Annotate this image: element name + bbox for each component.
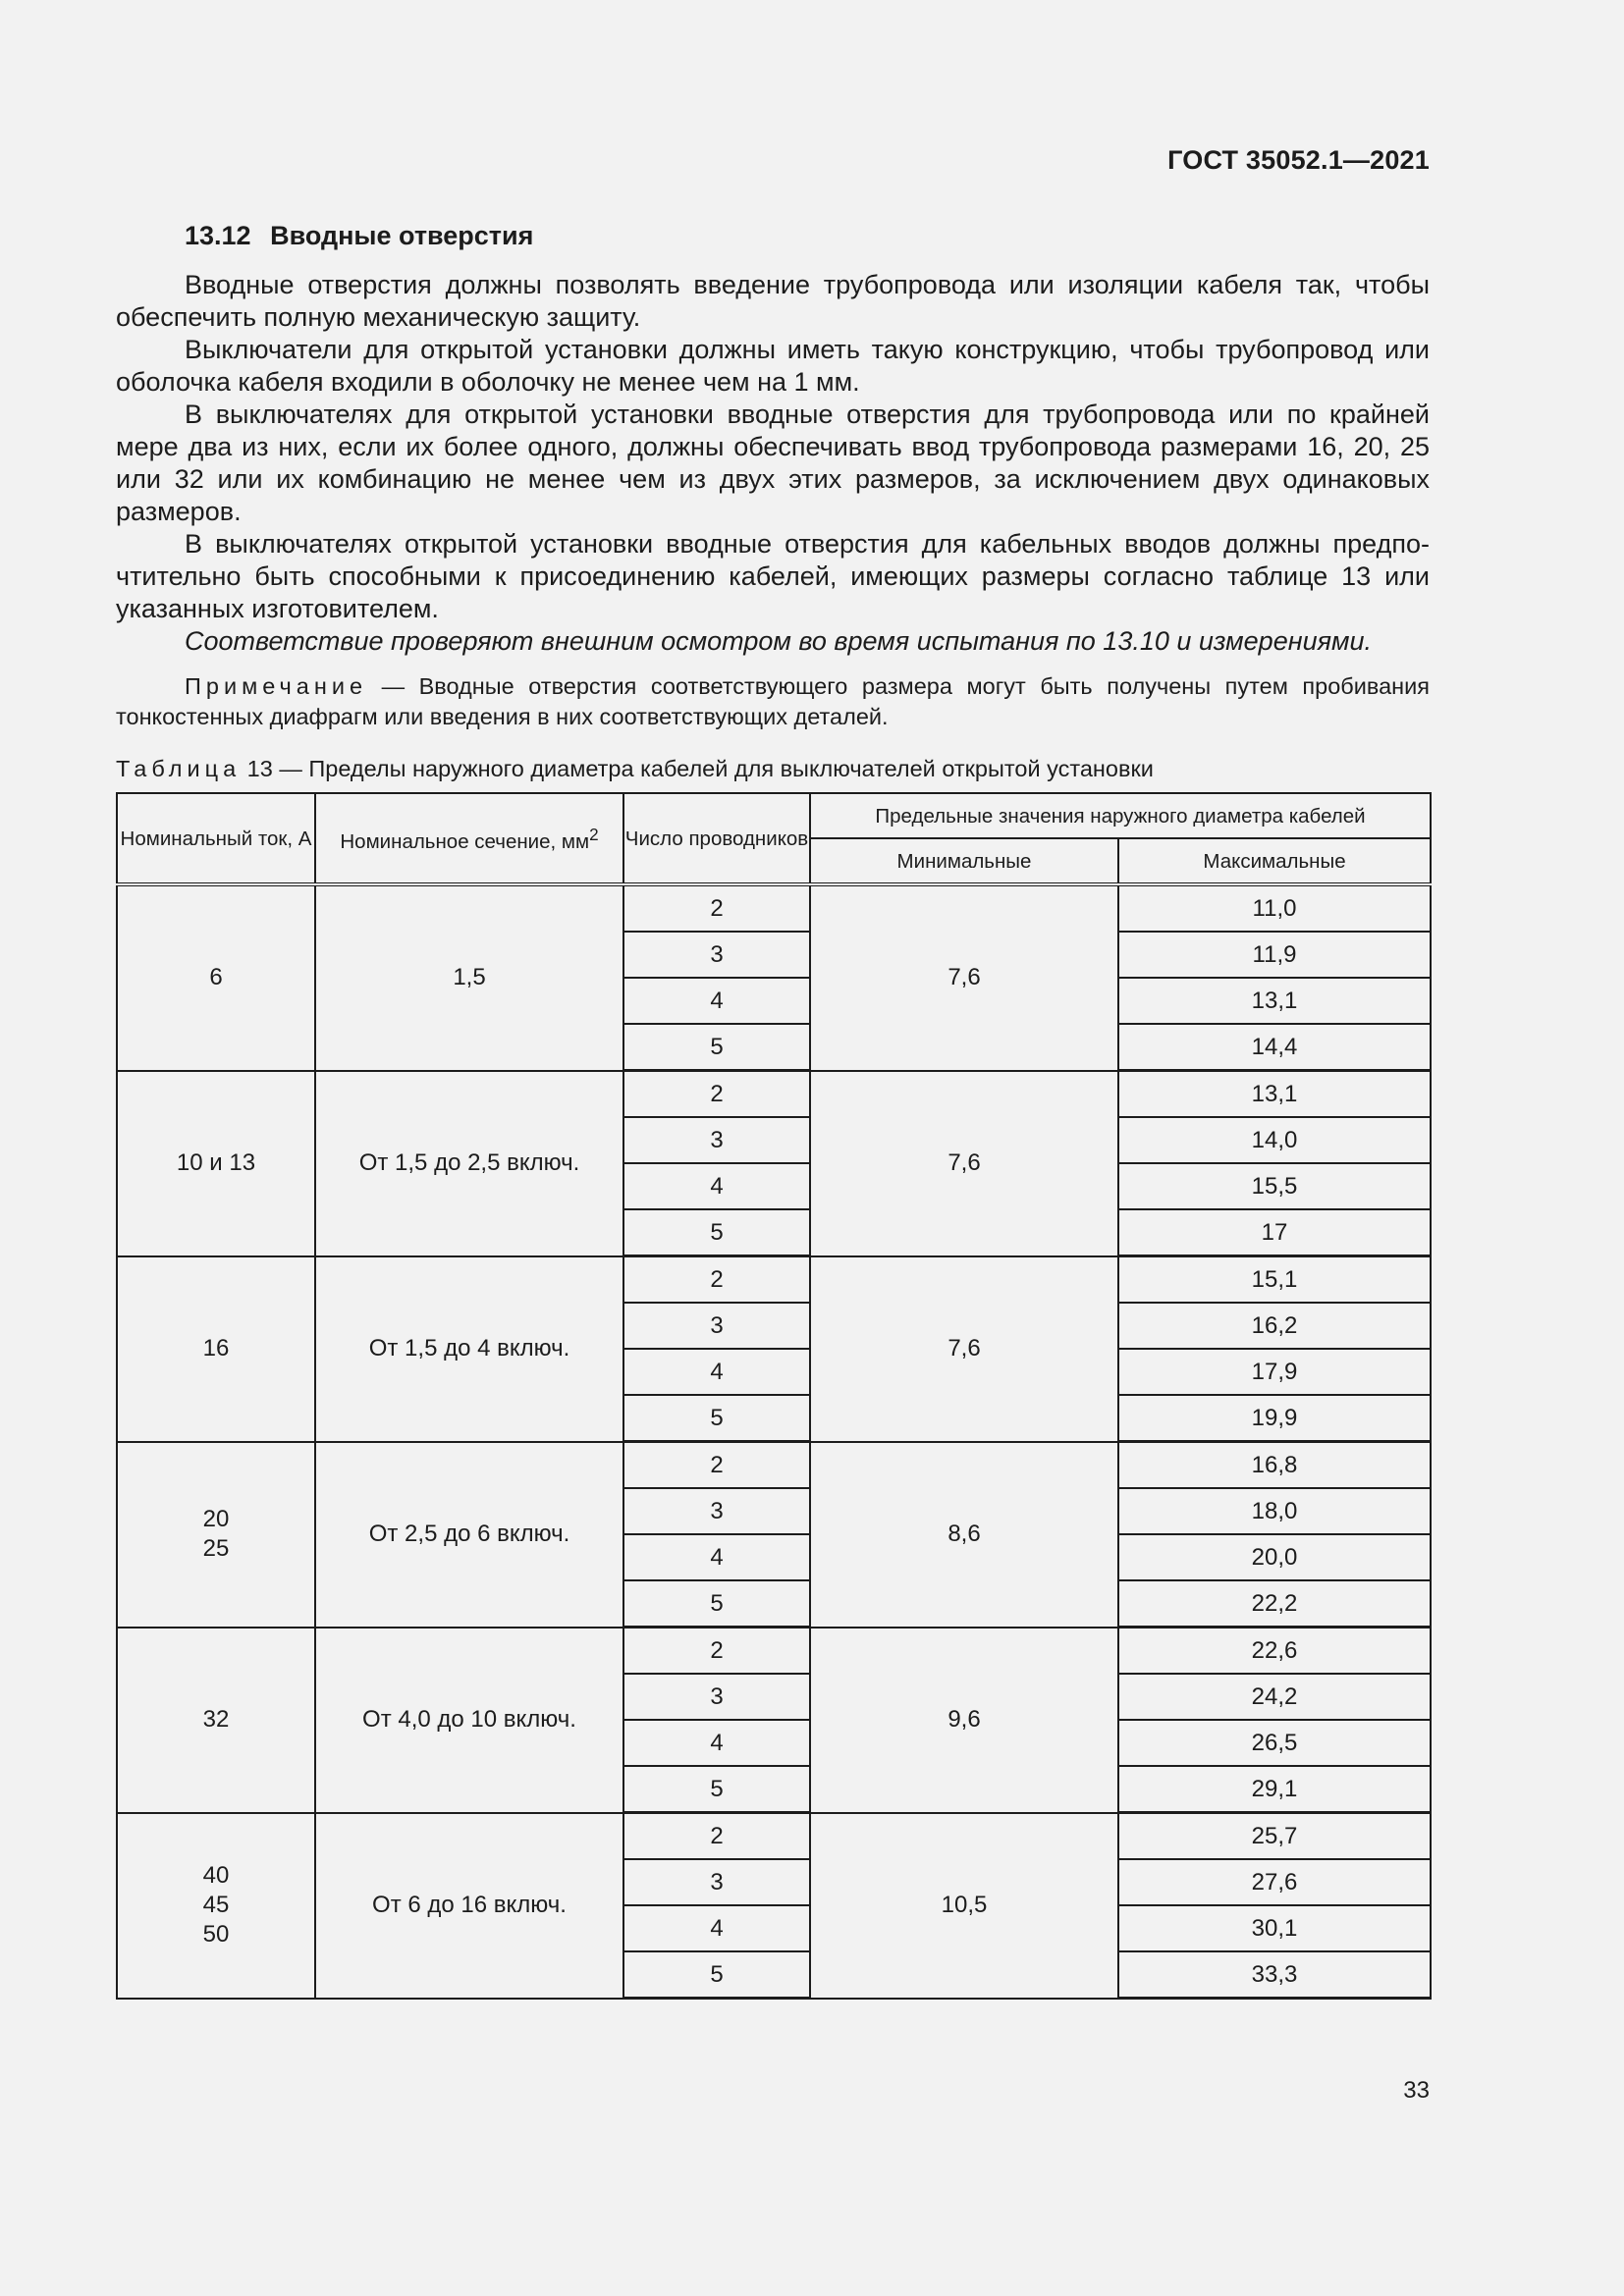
cell-max: 15,5 (1118, 1163, 1431, 1209)
cell-conductors: 2 (623, 1256, 810, 1304)
cell-min: 7,6 (810, 1256, 1118, 1442)
header-section-text: Номинальное сечение, мм (340, 829, 590, 853)
table-caption-text: 13 — Пределы наружного диаметра кабелей для выключателей открытой установки (241, 756, 1154, 781)
cell-section: 1,5 (315, 884, 623, 1071)
cell-conductors: 2 (623, 1813, 810, 1860)
paragraph-3: В выключателях для открытой установки вводные отверстия для трубопровода или по крайней мере два из них, если их более одного, должны обеспечивать ввод трубопровода размерами 16, 20, 25 или 32 или их комбинацию не менее чем из двух этих размеров, за исключением двух одинаковых размеров. (116, 400, 1430, 526)
current-value: 10 и 13 (176, 1149, 256, 1176)
note (116, 671, 1430, 732)
table-row (117, 1813, 1431, 1860)
current-value: 25 (202, 1535, 230, 1562)
cell-max: 30,1 (1118, 1905, 1431, 1951)
cell-max: 11,9 (1118, 932, 1431, 978)
cell-current (117, 1256, 315, 1442)
cell-conductors: 2 (623, 1442, 810, 1489)
cell-conductors: 2 (623, 1071, 810, 1118)
cell-max: 16,8 (1118, 1442, 1431, 1489)
cell-conductors: 5 (623, 1766, 810, 1813)
cell-max: 14,4 (1118, 1024, 1431, 1071)
cell-max: 17 (1118, 1209, 1431, 1256)
cell-conductors: 5 (623, 1024, 810, 1071)
cell-max: 22,2 (1118, 1580, 1431, 1628)
current-value: 50 (202, 1921, 230, 1948)
section-number: 13.12 (185, 221, 251, 250)
cell-max: 16,2 (1118, 1303, 1431, 1349)
section-heading (185, 221, 1430, 251)
cell-conductors: 3 (623, 932, 810, 978)
header-current: Номинальный ток, А (117, 793, 315, 884)
table-row (117, 1256, 1431, 1304)
cell-max: 11,0 (1118, 884, 1431, 932)
cell-max: 33,3 (1118, 1951, 1431, 1999)
cell-conductors: 4 (623, 1720, 810, 1766)
cell-current (117, 1628, 315, 1813)
cell-max: 29,1 (1118, 1766, 1431, 1813)
current-value: 6 (209, 964, 223, 991)
cell-max: 22,6 (1118, 1628, 1431, 1675)
table-row (117, 884, 1431, 932)
cell-current (117, 1071, 315, 1256)
cell-conductors: 5 (623, 1209, 810, 1256)
cell-min: 10,5 (810, 1813, 1118, 1999)
cell-section: От 2,5 до 6 включ. (315, 1442, 623, 1628)
cell-min: 9,6 (810, 1628, 1118, 1813)
current-value: 40 (202, 1862, 230, 1889)
cell-current (117, 1813, 315, 1999)
cell-max: 24,2 (1118, 1674, 1431, 1720)
header-min: Минимальные (810, 838, 1118, 884)
cell-conductors: 5 (623, 1580, 810, 1628)
header-limits: Предельные значения наружного диаметра кабелей (810, 793, 1431, 838)
page-content (116, 221, 1430, 2000)
cell-conductors: 5 (623, 1395, 810, 1442)
cell-conductors: 3 (623, 1488, 810, 1534)
note-label: Примечание (185, 673, 368, 699)
cell-max: 13,1 (1118, 1071, 1431, 1118)
cell-max: 27,6 (1118, 1859, 1431, 1905)
cell-max: 14,0 (1118, 1117, 1431, 1163)
cell-conductors: 4 (623, 1534, 810, 1580)
cell-min: 7,6 (810, 1071, 1118, 1256)
table-row (117, 1442, 1431, 1489)
current-value: 32 (202, 1706, 230, 1733)
header-section (315, 793, 623, 884)
header-max: Максимальные (1118, 838, 1431, 884)
cell-min: 7,6 (810, 884, 1118, 1071)
current-value: 16 (202, 1335, 230, 1362)
cell-min: 8,6 (810, 1442, 1118, 1628)
cell-conductors: 4 (623, 978, 810, 1024)
cell-max: 26,5 (1118, 1720, 1431, 1766)
cell-max: 19,9 (1118, 1395, 1431, 1442)
cable-diameter-table (116, 792, 1432, 2000)
cell-current (117, 1442, 315, 1628)
current-value: 45 (202, 1892, 230, 1918)
cell-conductors: 3 (623, 1117, 810, 1163)
cell-max: 15,1 (1118, 1256, 1431, 1304)
table-caption-label: Таблица (116, 756, 242, 781)
cell-conductors: 3 (623, 1859, 810, 1905)
paragraph-4: В выключателях открытой установки вводные отверстия для кабельных вводов должны предпо-чтительно быть способными к присоединению кабелей, имеющих размеры согласно таблице 13 или указанных изготовителем. (116, 529, 1430, 623)
cell-section: От 1,5 до 2,5 включ. (315, 1071, 623, 1256)
header-section-sup: 2 (589, 826, 599, 845)
current-value: 20 (202, 1506, 230, 1532)
cell-conductors: 2 (623, 884, 810, 932)
cell-conductors: 3 (623, 1674, 810, 1720)
table-body (117, 884, 1431, 1999)
cell-section: От 1,5 до 4 включ. (315, 1256, 623, 1442)
cell-max: 25,7 (1118, 1813, 1431, 1860)
table-row (117, 1628, 1431, 1675)
page-number: 33 (1403, 2077, 1430, 2104)
cell-max: 17,9 (1118, 1349, 1431, 1395)
cell-conductors: 4 (623, 1349, 810, 1395)
cell-conductors: 2 (623, 1628, 810, 1675)
cell-current (117, 884, 315, 1071)
compliance-statement: Соответствие проверяют внешним осмотром во время испытания по 13.10 и измерениями. (185, 626, 1373, 656)
cell-conductors: 5 (623, 1951, 810, 1999)
paragraph-1: Вводные отверстия должны позволять введение трубопровода или изоляции кабеля так, чтобы обеспечить полную механическую защиту. (116, 270, 1430, 332)
cell-section: От 4,0 до 10 включ. (315, 1628, 623, 1813)
cell-conductors: 4 (623, 1163, 810, 1209)
cell-max: 13,1 (1118, 978, 1431, 1024)
header-conductors: Число проводников (623, 793, 810, 884)
cell-conductors: 3 (623, 1303, 810, 1349)
cell-max: 20,0 (1118, 1534, 1431, 1580)
cell-conductors: 4 (623, 1905, 810, 1951)
cell-section: От 6 до 16 включ. (315, 1813, 623, 1999)
section-title: Вводные отверстия (270, 221, 534, 250)
table-caption (116, 756, 1430, 782)
paragraph-2: Выключатели для открытой установки должны иметь такую конструкцию, чтобы трубопровод или оболочка кабеля входили в оболочку не менее чем на 1 мм. (116, 335, 1430, 397)
document-code: ГОСТ 35052.1—2021 (1167, 145, 1430, 175)
cell-max: 18,0 (1118, 1488, 1431, 1534)
note-text: — Вводные отверстия соответствующего размера могут быть получены путем пробивания тонкостенных диафрагм или введения в них соответствующих деталей. (116, 673, 1430, 729)
table-row (117, 1071, 1431, 1118)
